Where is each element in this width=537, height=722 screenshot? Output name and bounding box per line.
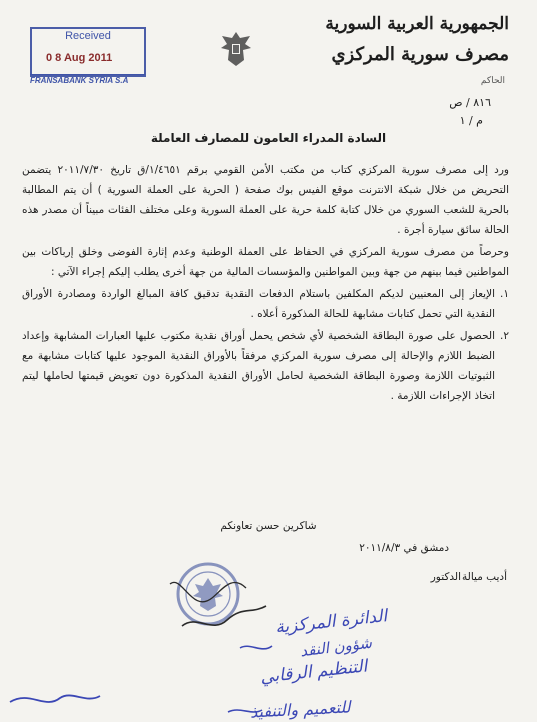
received-label: Received: [65, 30, 111, 42]
letter-date: دمشق في ٢٠١١/٨/٣: [359, 542, 449, 554]
list-item-number: ١.: [500, 288, 509, 300]
letterhead-country: الجمهورية العربية السورية: [325, 14, 509, 34]
salutation: السادة المدراء العامون للمصارف العاملة: [150, 131, 387, 145]
letterhead-office: الحاكم: [480, 76, 505, 86]
signer-title: الدكتور: [430, 571, 461, 583]
closing-thanks: شاكرين حسن تعاونكم: [220, 520, 317, 532]
list-item: [22, 326, 509, 406]
list-item-text: الحصول على صورة البطاقة الشخصية لأي شخص يحمل أوراق نقدية مكتوب عليها العبارات المشابهة وإعداد الضبط اللازم والإحالة إلى مصرف سورية المركزي مرفقاً بالأوراق النقدية الموجود عليها كتابات مشابهة مع الثبوتيات اللازمة وصورة البطاقة الشخصية لحامل الأوراق النقدية المذكورة دون تعويض قيمتها لحاملها ليتم اتخاذ الإجراءات اللازمة .: [22, 330, 495, 402]
letterhead-bank: مصرف سورية المركزي: [331, 44, 509, 65]
handwritten-note: شؤون النقد: [299, 633, 373, 661]
handwritten-note: التنظيم الرقابي: [259, 656, 369, 688]
stamp-divider: [30, 74, 145, 75]
letter-body: [22, 160, 509, 408]
list-item-text: الإيعاز إلى المعنيين لديكم المكلفين باستلام الدفعات النقدية تدقيق كافة المبالغ الواردة ومصادرة الأوراق النقدية التي تحمل كتابات مشابهة للحالة المذكورة أعلاه .: [22, 288, 495, 320]
eagle-emblem-icon: [218, 28, 254, 70]
body-paragraph: وحرصاً من مصرف سورية المركزي في الحفاظ على العملة الوطنية وعدم إثارة الفوضى وخلق إرباكات بين المواطنين فيما بينهم من جهة وبين المواطنين والمؤسسات المالية من جهة أخرى يطلب إليكم إجراء الآتي :: [22, 246, 509, 278]
received-date: 0 8 Aug 2011: [46, 52, 113, 64]
handwritten-note: للتعميم والتنفيذ: [249, 697, 351, 722]
handwritten-note: الدائرة المركزية: [274, 606, 389, 638]
official-seal-icon: [162, 554, 270, 644]
body-paragraph: ورد إلى مصرف سورية المركزي كتاب من مكتب الأمن القومي برقم ١/٤٦٥١/ق تاريخ ٢٠١١/٧/٣٠ يتضمن التحريض من خلال شبكة الانترنت موقع الفيس بوك صفحة ( الحرية على العملة السورية ) أن يتم المطالبة بالحرية للشعب السوري من خلال كتابة كلمة حرية على العملة السورية وعلى مختلف الفئات مبيناً أن مصدر هذه الحالة سائق سيارة أجرة .: [22, 164, 509, 236]
handwritten-scribble-icon: [0, 640, 537, 720]
list-item: [22, 284, 509, 324]
list-item-number: ٢.: [500, 330, 509, 342]
reference-number: ٨١٦ / ص: [449, 96, 491, 109]
received-stamp: [30, 27, 146, 77]
stamp-bank-name: FRANSABANK SYRIA S.A: [30, 76, 129, 85]
signer-name: أديب ميالة: [462, 571, 507, 583]
reference-sub: م / ١: [459, 114, 483, 127]
